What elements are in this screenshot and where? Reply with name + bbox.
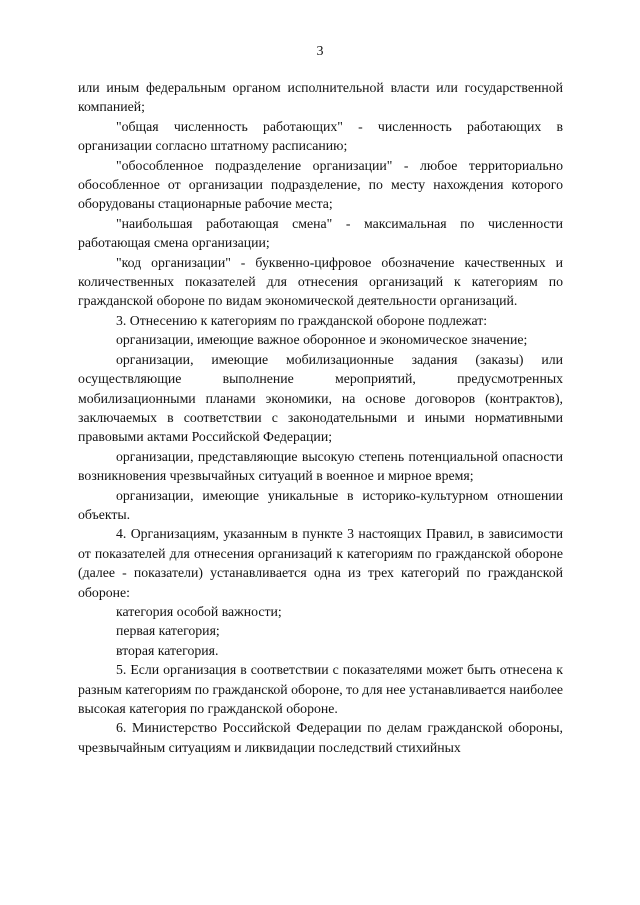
paragraph: "наибольшая работающая смена" - максимальная по численности работающая смена организации; [78,215,563,251]
paragraph: первая категория; [116,623,220,639]
paragraph: организации, имеющие мобилизационные задания (заказы) или осуществляющие выполнение мероприятий, предусмотренных мобилизационными планами экономики, на основе договоров (контрактов), заключаемых в соответствии с законодательными и иными нормативными правовыми актами Российской Федерации; [78,351,563,445]
paragraph: "код организации" - буквенно-цифровое обозначение качественных и количественных показателей для отнесения организаций к категориям по гражданской обороне по видам экономической деятельности организаций. [78,254,563,309]
page-number: 3 [316,44,324,59]
paragraph: или иным федеральным органом исполнительной власти или государственной компанией; [78,80,563,115]
paragraph: "обособленное подразделение организации" - любое территориально обособленное от организации подразделение, по месту нахождения которого оборудованы стационарные рабочие места; [78,157,563,212]
paragraph: 6. Министерство Российской Федерации по делам гражданской обороны, чрезвычайным ситуациям и ликвидации последствий стихийных [78,720,563,755]
paragraph: организации, представляющие высокую степень потенциальной опасности возникновения чрезвычайных ситуаций в военное и мирное время; [78,448,563,484]
paragraph: категория особой важности; [116,603,282,619]
body-text [78,78,563,757]
paragraph: 3. Отнесению к категориям по гражданской обороне подлежат: [116,312,488,328]
paragraph: вторая категория. [116,642,219,658]
paragraph: организации, имеющие уникальные в историко-культурном отношении объекты. [78,487,563,522]
paragraph: "общая численность работающих" - численность работающих в организации согласно штатному расписанию; [78,118,563,154]
paragraph: организации, имеющие важное оборонное и экономическое значение; [116,332,528,348]
paragraph: 5. Если организация в соответствии с показателями может быть отнесена к разным категориям по гражданской обороне, то для нее устанавливается наиболее высокая категория по гражданской обороне. [78,662,563,716]
paragraph: 4. Организациям, указанным в пункте 3 настоящих Правил, в зависимости от показателей для отнесения организаций к категориям по гражданской обороне (далее - показатели) устанавливается одна из трех категорий по гражданской обороне: [78,526,563,600]
